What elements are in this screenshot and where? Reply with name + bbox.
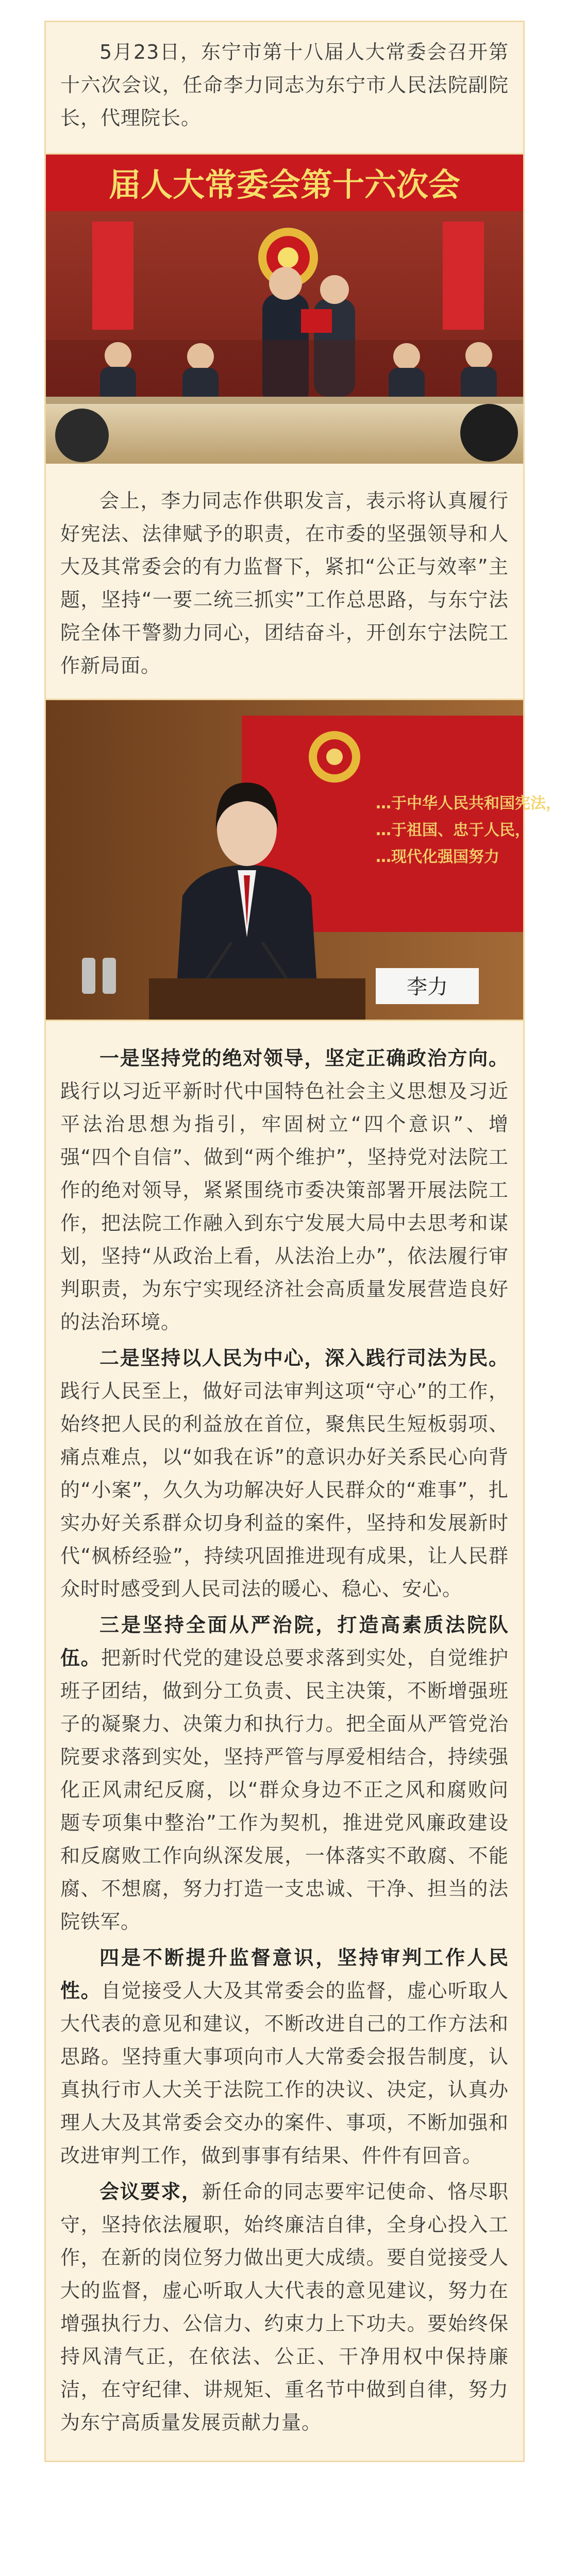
nameplate-text: 李力 [407, 975, 448, 999]
point-4-body: 自觉接受人大及其常委会的监督，虚心听取人大代表的意见和建议，不断改进自己的工作方法和思路。坚持重大事项向市人大常委会报告制度，认真执行市人大关于法院工作的决议、决定，认真办理人大及其常委会交办的案件、事项，不断加强和改进审判工作，做到事事有结果、件件有回音。 [60, 1979, 509, 2167]
speaker-photo [44, 700, 561, 1020]
article-body [44, 21, 561, 2462]
speaker-photo-image [46, 700, 561, 1020]
speech-section [44, 484, 525, 700]
oath-line-3: …现代化强国努力 [376, 848, 499, 866]
oath-line-2: …于祖国、忠于人民， [376, 821, 530, 839]
meeting-requirements-lead: 会议要求， [99, 2180, 202, 2203]
point-3-lead: 三是坚持全面从严治院，打造高素质法院队伍。 [60, 1614, 509, 1669]
point-3 [60, 1608, 509, 1938]
point-3-body: 把新时代党的建设总要求落到实处，自觉维护班子团结，做到分工负责、民主决策，不断增强班子的凝聚力、决策力和执行力。把全面从严管党治院要求落到实处，坚持严管与厚爱相结合，持续强化正风肃纪反腐，以“群众身边不正之风和腐败问题专项集中整治”工作为契机，推进党风廉政建设和反腐败工作向纵深发展，一体落实不敢腐、不能腐、不想腐，努力打造一支忠诚、干净、担当的法院铁军。 [60, 1647, 509, 1933]
point-2-lead: 二是坚持以人民为中心，深入践行司法为民。 [99, 1347, 509, 1369]
meeting-photo [44, 155, 525, 464]
point-1-lead: 一是坚持党的绝对领导，坚定正确政治方向。 [99, 1047, 509, 1070]
oath-line-1: …于中华人民共和国宪法， [376, 794, 561, 812]
point-2 [60, 1342, 509, 1605]
speech-paragraph: 会上，李力同志作供职发言，表示将认真履行好宪法、法律赋予的职责，在市委的坚强领导和人大及其常委会的有力监督下，紧扣“公正与效率”主题，坚持“一要二统三抓实”工作总思路，与东宁法院全体干警勠力同心，团结奋斗，开创东宁法院工作新局面。 [60, 489, 509, 677]
intro-paragraph: 5月23日，东宁市第十八届人大常委会召开第十六次会议，任命李力同志为东宁市人民法院副院长，代理院长。 [60, 41, 509, 129]
point-1-body: 践行以习近平新时代中国特色社会主义思想及习近平法治思想为指引，牢固树立“四个意识”、增强“四个自信”、做到“两个维护”，坚持党对法院工作的绝对领导，紧紧围绕市委决策部署开展法院工作，把法院工作融入到东宁发展大局中去思考和谋划，坚持“从政治上看，从法治上办”，依法履行审判职责，为东宁实现经济社会高质量发展营造良好的法治环境。 [60, 1080, 509, 1333]
point-4 [60, 1941, 509, 2172]
section-gap [44, 464, 525, 484]
point-1 [60, 1042, 509, 1338]
point-2-body: 践行人民至上，做好司法审判这项“守心”的工作，始终把人民的利益放在首位，聚焦民生短板弱项、痛点难点，以“如我在诉”的意识办好关系民心向背的“小案”，久久为功解决好人民群众的“难事”，扎实办好关系群众切身利益的案件，坚持和发展新时代“枫桥经验”，持续巩固推进现有成果，让人民群众时时感受到人民司法的暖心、稳心、安心。 [60, 1380, 509, 1600]
intro-section [44, 21, 525, 155]
meeting-requirements-body: 新任命的同志要牢记使命、恪尽职守，坚持依法履职，始终廉洁自律，全身心投入工作，在新的岗位努力做出更大成绩。要自觉接受人大的监督，虚心听取人大代表的意见建议，努力在增强执行力、公信力、约束力上下功夫。要始终保持风清气正，在依法、公正、干净用权中保持廉洁，在守纪律、讲规矩、重名节中做到自律，努力为东宁高质量发展贡献力量。 [60, 2180, 509, 2434]
meeting-banner-text: 届人大常委会第十六次会 [108, 166, 461, 204]
meeting-requirements [60, 2175, 509, 2439]
points-section [44, 1020, 525, 2462]
meeting-photo-image [46, 155, 523, 464]
point-4-lead: 四是不断提升监督意识，坚持审判工作人民性。 [60, 1946, 509, 2002]
